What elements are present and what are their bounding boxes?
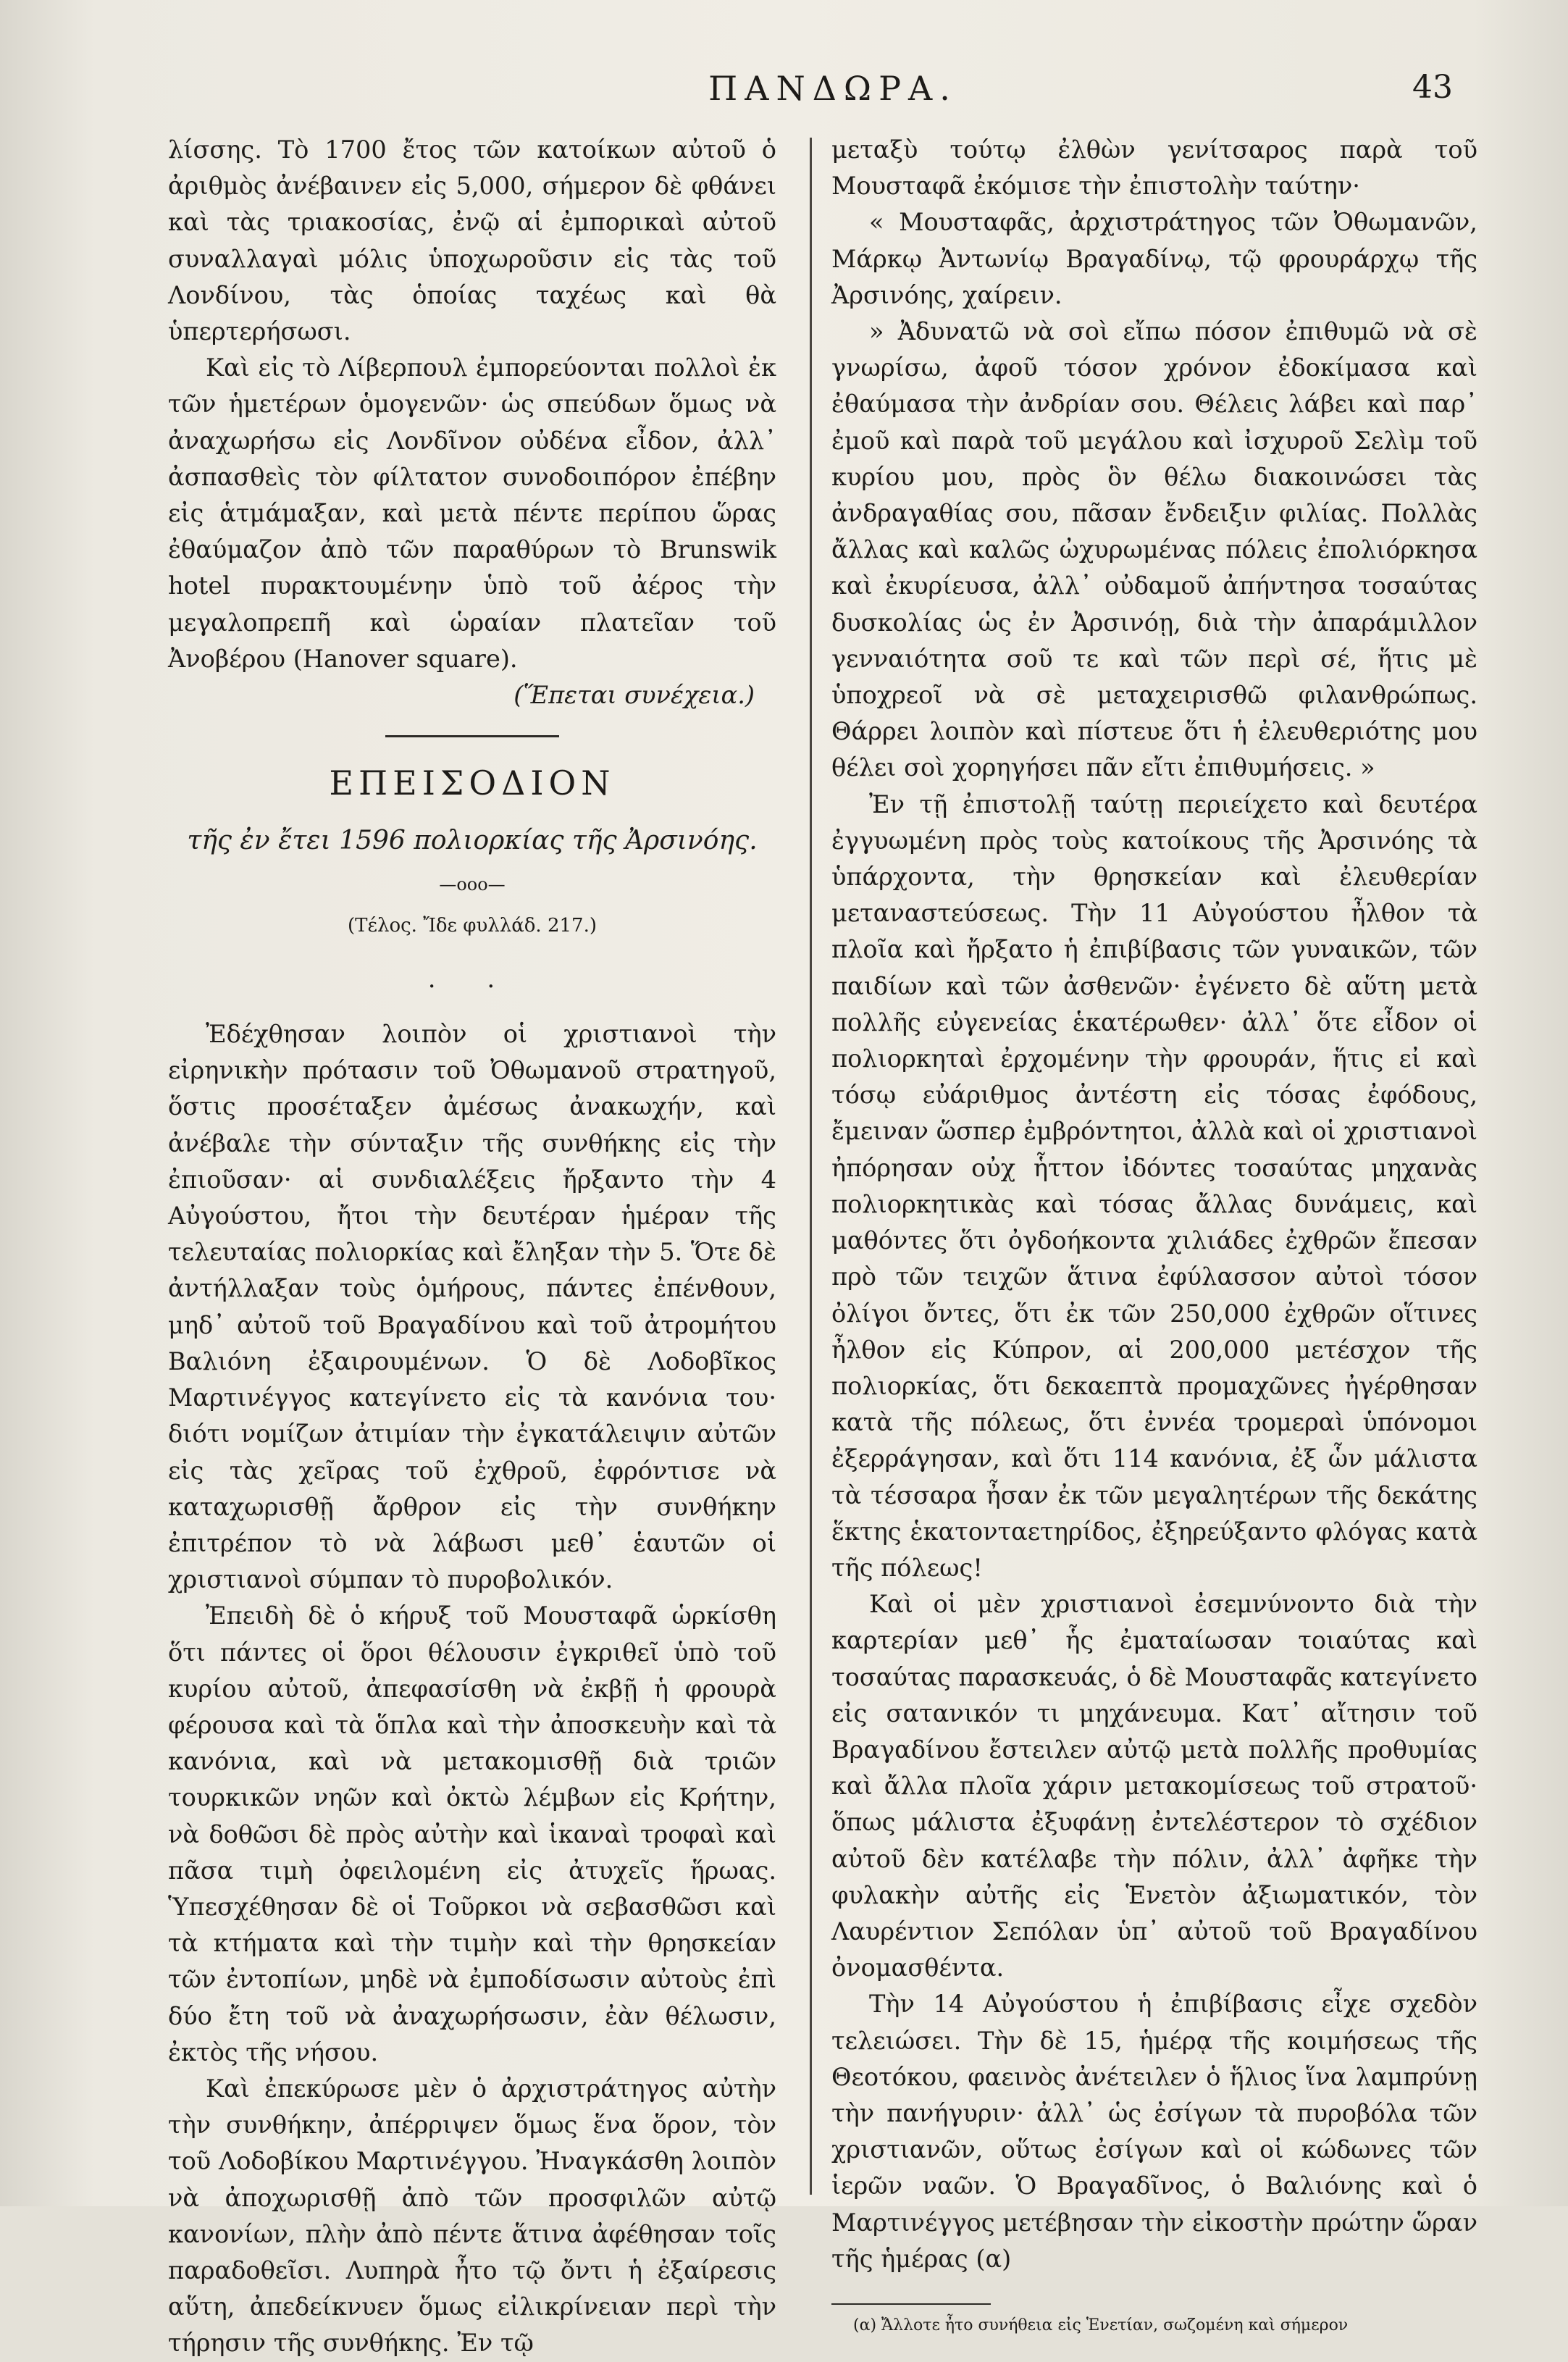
paragraph: Καὶ εἰς τὸ Λίβερπουλ ἐμπορεύονται πολλοὶ ἐκ τῶν ἡμετέρων ὁμογενῶν· ὡς σπεύδων ὅμως νὰ ἀναχωρήσω εἰς Λονδῖνον οὐδένα εἶδον, ἀλλ᾽ ἀσπασθεὶς τὸν φίλτατον συνοδοιπόρον ἐπέβην εἰς ἁτμάμαξαν, καὶ μετὰ πέντε περίπου ὥρας ἐθαύμαζον ἀπὸ τῶν παραθύρων τὸ Brunswik hotel πυρακτουμένην ὑπὸ τοῦ ἀέρος τὴν μεγαλοπρεπῆ καὶ ὡραίαν πλατεῖαν τοῦ Ἀνοβέρου (Hanover square). xyxy=(168,353,776,673)
article-title: ΕΠΕΙΣΟΔΙΟΝ xyxy=(329,763,616,803)
paragraph: Καὶ ἐπεκύρωσε μὲν ὁ ἀρχιστράτηγος αὐτὴν τὴν συνθήκην, ἀπέρριψεν ὅμως ἕνα ὅρον, τὸν τοῦ Λοδοβίκου Μαρτινέγγου. Ἠναγκάσθη λοιπὸν νὰ ἀποχωρισθῇ ἀπὸ τῶν προσφιλῶν αὐτῷ κανονίων, πλὴν ἀπὸ πέντε ἅτινα ἀφέθησαν τοῖς παραδοθεῖσι. Λυπηρὰ ἦτο τῷ ὄντι ἡ ἐξαίρεσις αὕτη, ἀπεδείκνυεν ὅμως εἰλικρίνειαν περὶ τὴν τήρησιν τῆς συνθήκης. Ἐν τῷ xyxy=(168,2074,776,2358)
paragraph: λίσσης. Τὸ 1700 ἔτος τῶν κατοίκων αὐτοῦ ὁ ἀριθμὸς ἀνέβαινεν εἰς 5,000, σήμερον δὲ φθάνει καὶ τὰς τριακοσίας, ἐνῷ αἱ ἐμπορικαὶ αὐτοῦ συναλλαγαὶ μόλις ὑποχωροῦσιν εἰς τὰς τοῦ Λονδίνου, τὰς ὁποίας ταχέως καὶ θὰ ὑπερτερήσωσι. xyxy=(168,135,776,346)
paragraph: Τὴν 14 Αὐγούστου ἡ ἐπιβίβασις εἶχε σχεδὸν τελειώσει. Τὴν δὲ 15, ἡμέρᾳ τῆς κοιμήσεως τῆς Θεοτόκου, φαεινὸς ἀνέτειλεν ὁ ἥλιος ἵνα λαμπρύνῃ τὴν πανήγυριν· ἀλλ᾽ ὡς ἐσίγων τὰ πυροβόλα τῶν χριστιανῶν, οὕτως ἐσίγων καὶ οἱ κώδωνες τῶν ἱερῶν ναῶν. Ὁ Βραγαδῖνος, ὁ Βαλιόνης καὶ ὁ Μαρτινέγγος μετέβησαν τὴν εἰκοστὴν πρώτην ὥραν τῆς ἡμέρας (α) xyxy=(831,1990,1477,2273)
ornament: —οοο— xyxy=(439,874,506,895)
paragraph: Ἐπειδὴ δὲ ὁ κήρυξ τοῦ Μουσταφᾶ ὡρκίσθη ὅτι πάντες οἱ ὅροι θέλουσιν ἐγκριθεῖ ὑπὸ τοῦ κυρίου αὐτοῦ, ἀπεφασίσθη νὰ ἐκβῇ ἡ φρουρὰ φέρουσα καὶ τὰ ὅπλα καὶ τὴν ἀποσκευὴν καὶ τὰ κανόνια, καὶ νὰ μετακομισθῇ διὰ τριῶν τουρκικῶν νηῶν καὶ ὀκτὼ λέμβων εἰς Κρήτην, νὰ δοθῶσι δὲ πρὸς αὐτὴν καὶ ἱκαναὶ τροφαὶ καὶ πᾶσα τιμὴ ὀφειλομένη εἰς ἀτυχεῖς ἥρωας. Ὑπεσχέθησαν δὲ οἱ Τοῦρκοι νὰ σεβασθῶσι καὶ τὰ κτήματα καὶ τὴν τιμὴν καὶ τὴν θρησκείαν τῶν ἐντοπίων, μηδὲ νὰ ἐμποδίσωσιν αὐτοὺς ἐπὶ δύο ἔτη τοῦ νὰ ἀναχωρήσωσιν, ἐὰν θέλωσιν, ἐκτὸς τῆς νήσου. xyxy=(168,1601,776,2066)
paragraph: » Ἀδυνατῶ νὰ σοὶ εἴπω πόσον ἐπιθυμῶ νὰ σὲ γνωρίσω, ἀφοῦ τόσον χρόνον ἐδοκίμασα καὶ ἐθαύμασα τὴν ἀνδρίαν σου. Θέλεις λάβει καὶ παρ᾽ ἐμοῦ καὶ παρὰ τοῦ μεγάλου καὶ ἰσχυροῦ Σελὶμ τοῦ κυρίου μου, πρὸς ὃν θέλω διακοινώσει τὰς ἀνδραγαθίας σου, πᾶσαν ἔνδειξιν φιλίας. Πολλὰς ἄλλας καὶ καλῶς ὠχυρωμένας πόλεις ἐπολιόρκησα καὶ ἐκυρίευσα, ἀλλ᾽ οὐδαμοῦ ἀπήντησα τοσαύτας δυσκολίας ὡς ἐν Ἀρσινόῃ, διὰ τὴν ἀπαράμιλλον γενναιότητα σοῦ τε καὶ τῶν περὶ σέ, ἥτις μὲ ὑποχρεοῖ νὰ σὲ μεταχειρισθῶ φιλανθρώπως. Θάρρει λοιπὸν καὶ πίστευε ὅτι ἡ ἐλευθεριότης μου θέλει σοὶ χορηγήσει πᾶν εἴτι ἐπιθυμήσεις. » xyxy=(831,317,1477,782)
journal-title: ΠΑΝΔΩΡΑ. xyxy=(708,69,957,108)
paragraph: « Μουσταφᾶς, ἀρχιστράτηγος τῶν Ὀθωμανῶν, Μάρκῳ Ἀντωνίῳ Βραγαδίνῳ, τῷ φρουράρχῳ τῆς Ἀρσινόης, χαίρειν. xyxy=(831,208,1477,309)
page-header xyxy=(0,69,1568,127)
paragraph: Ἐν τῇ ἐπιστολῇ ταύτῃ περιείχετο καὶ δευτέρα ἐγγυωμένη πρὸς τοὺς κατοίκους τῆς Ἀρσινόης τὰ ὑπάρχοντα, τὴν θρησκείαν καὶ ἐλευθερίαν μεταναστεύσεως. Τὴν 11 Αὐγούστου ἦλθον τὰ πλοῖα καὶ ἤρξατο ἡ ἐπιβίβασις τῶν γυναικῶν, τῶν παιδίων καὶ τῶν ἀσθενῶν· ἐγένετο δὲ αὕτη μετὰ πολλῆς εὐγενείας ἑκατέρωθεν· ἀλλ᾽ ὅτε εἶδον οἱ πολιορκηταὶ ἐρχομένην τὴν φρουράν, ἥτις εἰ καὶ τόσῳ εὐάριθμος ἀντέστη εἰς τόσας ἐφόδους, ἔμειναν ὥσπερ ἐμβρόντητοι, ἀλλὰ καὶ οἱ χριστιανοὶ ἠπόρησαν οὐχ ἧττον ἰδόντες τοσαύτας μηχανὰς πολιορκητικὰς καὶ τόσας ἄλλας δυνάμεις, καὶ μαθόντες ὅτι ὀγδοήκοντα χιλιάδες ἐχθρῶν ἔπεσαν πρὸ τῶν τειχῶν ἅτινα ἐφύλασσον αὐτοὶ τόσον ὀλίγοι ὄντες, ὅτι ἐκ τῶν 250,000 ἐχθρῶν οἵτινες ἦλθον εἰς Κύπρον, αἱ 200,000 μετέσχον τῆς πολιορκίας, ὅτι δεκαεπτὰ προμαχῶνες ἠγέρθησαν κατὰ τῆς πόλεως, ὅτι ἐννέα τρομεραὶ ὑπόνομοι ἐξερράγησαν, καὶ ὅτι 114 κανόνια, ἐξ ὧν μάλιστα τὰ τέσσαρα ἦσαν ἐκ τῶν μεγαλητέρων τῆς δεκάτης ἕκτης ἑκατονταετηρίδος, ἐξηρεύξαντο φλόγας κατὰ τῆς πόλεως! xyxy=(831,790,1477,1582)
article-subtitle: τῆς ἐν ἔτει 1596 πολιορκίας τῆς Ἀρσινόης. xyxy=(187,826,758,856)
page-number: 43 xyxy=(1412,69,1453,106)
to-be-continued-note: (Ἕπεται συνέχεια.) xyxy=(513,681,755,710)
paragraph: μεταξὺ τούτῳ ἐλθὼν γενίτσαρος παρὰ τοῦ Μουσταφᾶ ἐκόμισε τὴν ἐπιστολὴν ταύτην· xyxy=(831,135,1477,201)
section-divider xyxy=(385,735,559,737)
paragraph: Καὶ οἱ μὲν χριστιανοὶ ἐσεμνύνοντο διὰ τὴν καρτερίαν μεθ᾽ ἧς ἐματαίωσαν τοιαύτας καὶ τοσαύτας παρασκευάς, ὁ δὲ Μουσταφᾶς κατεγίνετο εἰς σατανικόν τι μηχάνευμα. Κατ᾽ αἴτησιν τοῦ Βραγαδίνου ἔστειλεν αὐτῷ μετὰ πολλῆς προθυμίας καὶ ἄλλα πλοῖα χάριν μετακομίσεως τοῦ στρατοῦ· ὅπως μάλιστα ἐξυφάνῃ ἐντελέστερον τὸ σχέδιον αὐτοῦ δὲν κατέλαβε τὴν πόλιν, ἀλλ᾽ ἀφῆκε τὴν φυλακὴν αὐτῆς εἰς Ἑνετὸν ἀξιωματικόν, τὸν Λαυρέντιον Σεπόλαν ὑπ᾽ αὐτοῦ τοῦ Βραγαδίνου ὀνομασθέντα. xyxy=(831,1590,1477,1982)
footnote-rule xyxy=(831,2303,991,2305)
left-column xyxy=(168,132,776,2362)
ellipsis-marker: . . xyxy=(427,964,517,994)
footnote: (α) Ἄλλοτε ἦτο συνήθεια εἰς Ἑνετίαν, σωζομένη καὶ σήμερον xyxy=(853,2316,1349,2334)
right-column xyxy=(831,132,1477,2337)
paragraph: Ἐδέχθησαν λοιπὸν οἱ χριστιανοὶ τὴν εἰρηνικὴν πρότασιν τοῦ Ὀθωμανοῦ στρατηγοῦ, ὅστις προσέταξεν ἀμέσως ἀνακωχήν, καὶ ἀνέβαλε τὴν σύνταξιν τῆς συνθήκης εἰς τὴν ἐπιοῦσαν· αἱ συνδιαλέξεις ἤρξαντο τὴν 4 Αὐγούστου, ἤτοι τὴν δευτέραν ἡμέραν τῆς τελευταίας πολιορκίας καὶ ἔληξαν τὴν 5. Ὅτε δὲ ἀντήλλαξαν τοὺς ὁμήρους, πάντες ἐπένθουν, μηδ᾽ αὐτοῦ τοῦ Βραγαδίνου καὶ τοῦ ἀτρομήτου Βαλιόνη ἐξαιρουμένων. Ὁ δὲ Λοδοβῖκος Μαρτινέγγος κατεγίνετο εἰς τὰ κανόνια του· διότι νομίζων ἀτιμίαν τὴν ἐγκατάλειψιν αὐτῶν εἰς τὰς χεῖρας τοῦ ἐχθροῦ, ἐφρόντισε νὰ καταχωρισθῇ ἄρθρον εἰς τὴν συνθήκην ἐπιτρέπον τὸ νὰ λάβωσι μεθ᾽ ἑαυτῶν οἱ χριστιανοὶ σύμπαν τὸ πυροβολικόν. xyxy=(168,1020,776,1594)
continuation-note: (Τέλος. Ἴδε φυλλάδ. 217.) xyxy=(348,914,597,937)
column-rule xyxy=(810,138,812,2195)
